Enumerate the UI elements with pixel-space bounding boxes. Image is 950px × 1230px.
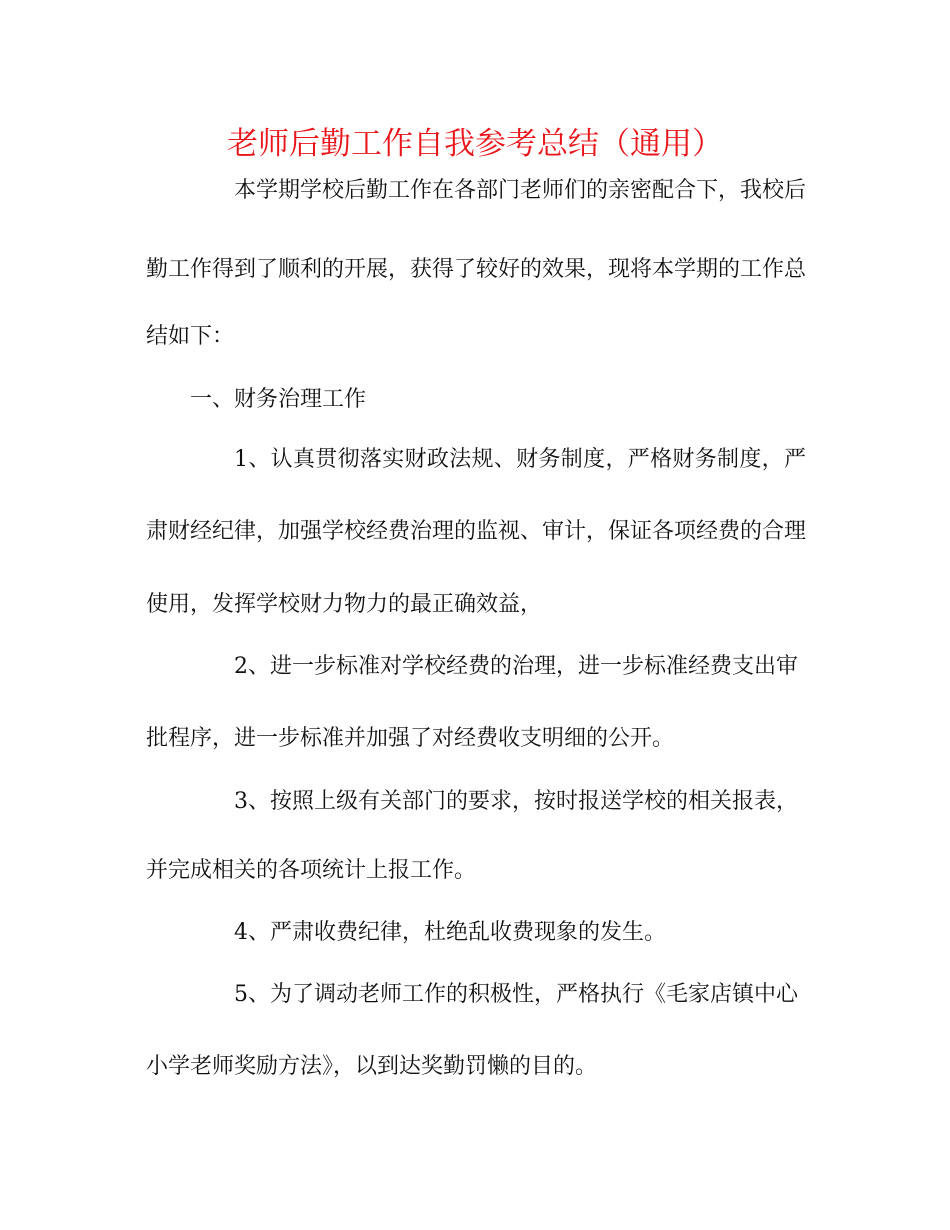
item-1-line-1: 1、认真贯彻落实财政法规、财务制度，严格财务制度，严 [234, 447, 806, 472]
item-2-line-2: 批程序，进一步标准并加强了对经费收支明细的公开。 [146, 726, 675, 751]
intro-line-3: 结如下： [146, 324, 235, 349]
item-3-line-1: 3、按照上级有关部门的要求，按时报送学校的相关报表， [234, 789, 798, 814]
item-4-line-1: 4、严肃收费纪律，杜绝乱收费现象的发生。 [234, 920, 666, 945]
item-1-line-2: 肃财经纪律，加强学校经费治理的监视、审计，保证各项经费的合理 [146, 519, 807, 544]
intro-line-1: 本学期学校后勤工作在各部门老师们的亲密配合下，我校后 [234, 178, 807, 203]
section-heading-finance: 一、财务治理工作 [190, 387, 367, 412]
item-1-line-3: 使用，发挥学校财力物力的最正确效益， [146, 592, 543, 617]
intro-line-2: 勤工作得到了顺利的开展，获得了较好的效果，现将本学期的工作总 [146, 257, 807, 282]
document-title: 老师后勤工作自我参考总结（通用） [227, 126, 723, 162]
item-5-line-2: 小学老师奖励方法》，以到达奖勤罚懒的目的。 [146, 1054, 598, 1079]
item-2-line-1: 2、进一步标准对学校经费的治理，进一步标准经费支出审 [234, 654, 798, 679]
item-3-line-2: 并完成相关的各项统计上报工作。 [146, 858, 477, 883]
item-5-line-1: 5、为了调动老师工作的积极性，严格执行《毛家店镇中心 [234, 982, 798, 1007]
